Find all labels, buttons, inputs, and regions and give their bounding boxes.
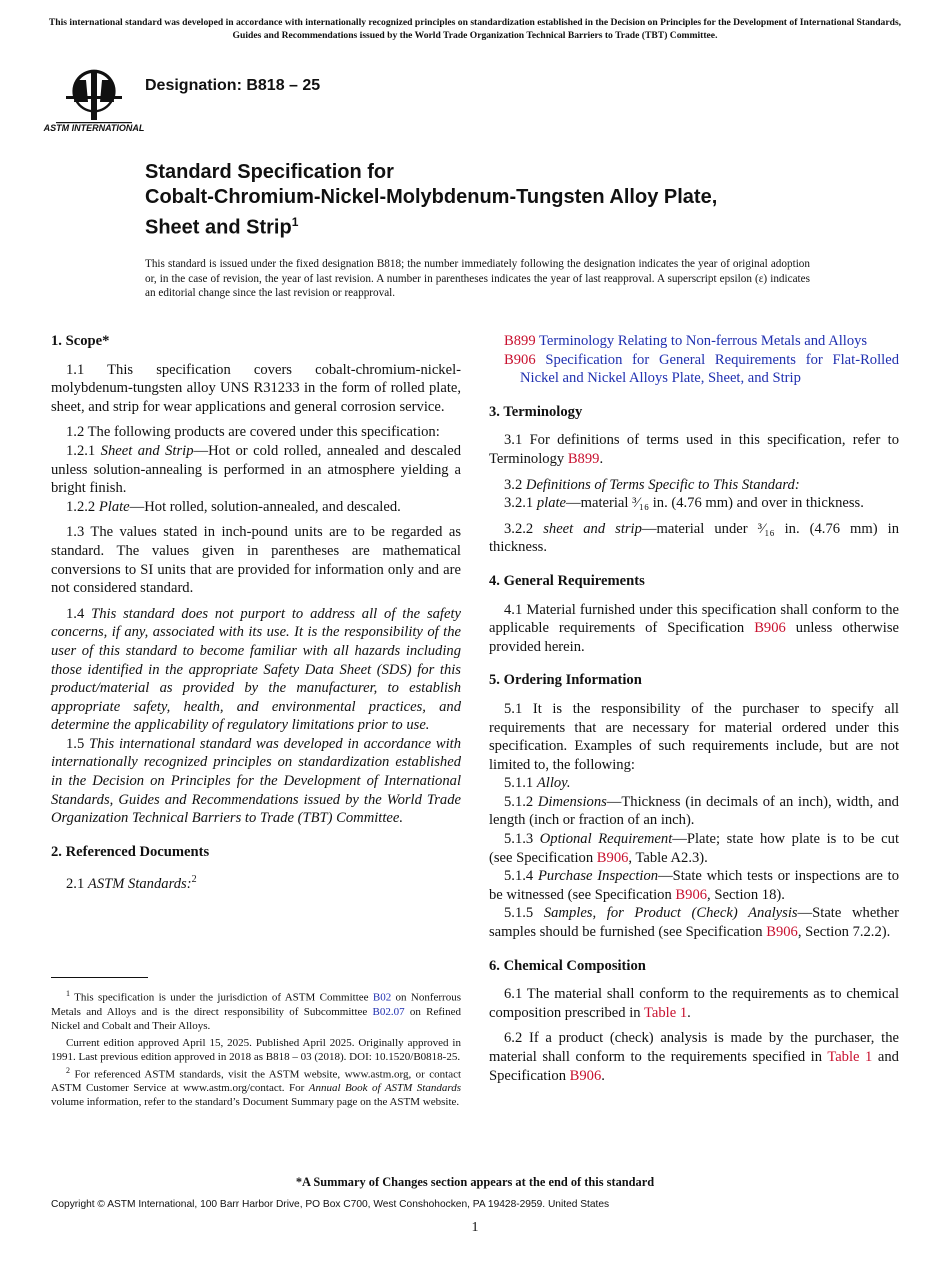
link-table-1[interactable]: Table 1 (827, 1049, 873, 1065)
link-b906[interactable]: B906 (596, 849, 629, 866)
para-6-1: 6.1 The material shall conform to the requirements as to chemical composition prescribed in Table 1. (489, 986, 899, 1021)
para-1-5: 1.5 This international standard was developed in accordance with internationally recognized principles on standardization established in the Decision on Principles for the Development of International Standards, Guides and Recommendations issued by the World Trade Organization Technical Barriers to Trade (TBT) Committee. (51, 735, 462, 827)
footnotes (51, 987, 461, 1109)
link-b906[interactable]: B906 (569, 1067, 602, 1084)
title-line-2: Cobalt-Chromium-Nickel-Molybdenum-Tungsten Alloy Plate, (145, 186, 718, 208)
footnote-1-edition: Current edition approved April 15, 2025. Published April 2025. Originally approved in 1991. Last previous edition approved in 2018 as B818 – 03 (2018). DOI: 10.1520/B0818-25. (51, 1036, 461, 1063)
link-b02[interactable]: B02 (372, 991, 392, 1004)
ref-code-b906[interactable]: B906 (504, 351, 536, 368)
document-title (145, 160, 845, 241)
link-b906[interactable]: B906 (766, 924, 798, 941)
footnote-2-ref[interactable]: 2 (191, 874, 197, 886)
title-line-1: Standard Specification for (145, 161, 394, 183)
para-1-1: 1.1 This specification covers cobalt-chromium-nickel-molybdenum-tungsten alloy UNS R31233 in the form of rolled plate, sheet, and strip for wear applications and general corrosion service. (51, 361, 461, 415)
link-b906[interactable]: B906 (675, 886, 708, 903)
page-number: 1 (471, 1220, 479, 1235)
section-4-heading: 4. General Requirements (489, 572, 645, 589)
footnote-rule (51, 977, 148, 978)
left-column (51, 332, 461, 894)
link-table-1[interactable]: Table 1 (643, 1004, 688, 1021)
title-footnote-ref[interactable]: 1 (291, 215, 299, 229)
para-3-2-2: 3.2.2 sheet and strip—material under ³⁄₁₆ in. (4.76 mm) in thickness. (489, 520, 899, 556)
ref-code-b899[interactable]: B899 (504, 333, 536, 349)
link-b906[interactable]: B906 (754, 620, 786, 637)
summary-of-changes-note: *A Summary of Changes section appears at the end of this standard (295, 1175, 655, 1189)
section-2-heading: 2. Referenced Documents (51, 843, 210, 860)
issuance-statement: This standard is issued under the fixed designation B818; the number immediately following the designation indicates the year of original adoption or, in the case of revision, the year of last revision. A number in parentheses indicates the year of last reapproval. A superscript epsilon (ε) indicates an editorial change since the last revision or reapproval. (145, 258, 810, 300)
para-1-2-1: 1.2.1 Sheet and Strip—Hot or cold rolled, annealed and descaled unless solution-annealing is performed in an atmosphere yielding a bright finish. (51, 442, 461, 497)
ref-b899[interactable]: B899 Terminology Relating to Non-ferrous Metals and Alloys (504, 333, 868, 349)
copyright: Copyright © ASTM International, 100 Barr Harbor Drive, PO Box C700, West Conshohocken, PA 19428-2959. United States (51, 1199, 610, 1210)
para-5-1: 5.1 It is the responsibility of the purchaser to specify all requirements that are necessary for material ordered under this specification. Examples of such requirements include, but are not limited to, the following: (489, 700, 899, 773)
right-column (489, 332, 899, 1085)
ref-b906[interactable]: B906 Specification for General Requirements for Flat-Rolled Nickel and Nickel Alloys Plate, Sheet, and Strip (504, 351, 899, 387)
logo-wordmark: ASTM INTERNATIONAL (43, 123, 145, 133)
para-1-4: 1.4 This standard does not purport to address all of the safety concerns, if any, associated with its use. It is the responsibility of the user of this standard to become familiar with all hazards including those identified in the appropriate Safety Data Sheet (SDS) for this product/material as provided by the manufacturer, to establish appropriate safety, health, and environmental practices, and determine the applicability of regulatory limitations prior to use. (51, 605, 461, 734)
para-1-2: 1.2 The following products are covered under this specification: (66, 424, 440, 441)
para-1-3: 1.3 The values stated in inch-pound units are to be regarded as standard. The values given in parentheses are mathematical conversions to SI units that are provided for information only and are not considered standard. (51, 524, 461, 597)
para-1-2-2: 1.2.2 Plate—Hot rolled, solution-annealed, and descaled. (66, 498, 401, 515)
top-notice: This international standard was developed in accordance with internationally recognized principles on standardization established in the Decision on Principles for the Development of International Standards, Guides and Recommendations issued by the World Trade Organization Technical Barriers to Trade (TBT) Committee. (48, 17, 902, 41)
para-5-1-3: 5.1.3 Optional Requirement—Plate; state how plate is to be cut (see Specification B906, Table A2.3). (489, 831, 899, 866)
para-4-1: 4.1 Material furnished under this specification shall conform to the applicable requirements of Specification B906 unless otherwise provided herein. (489, 601, 899, 655)
para-3-1: 3.1 For definitions of terms used in this specification, refer to Terminology B899. (489, 432, 899, 467)
section-3-heading: 3. Terminology (489, 403, 583, 420)
astm-logo (43, 56, 145, 133)
link-b02-07[interactable]: B02.07 (372, 1005, 405, 1018)
para-3-2-1: 3.2.1 plate—material ³⁄₁₆ in. (4.76 mm) and over in thickness. (504, 495, 864, 512)
footnote-2: $^2$ For referenced ASTM standards, visit the ASTM website, www.astm.org, or contact ASTM Customer Service at www.astm.org/contact. For Annual Book of ASTM Standards volume information, refer to the standard’s Document Summary page on the ASTM website. (51, 1065, 462, 1109)
para-2-1: 2.1 ASTM Standards:$^2$ (66, 874, 197, 893)
link-b899[interactable]: B899 (567, 450, 600, 467)
section-1-heading: 1. Scope* (51, 333, 110, 349)
para-5-1-2: 5.1.2 Dimensions—Thickness (in decimals of an inch), width, and length (inch or fraction of an inch). (489, 793, 899, 829)
para-3-2: 3.2 Definitions of Terms Specific to This Standard: (504, 476, 800, 493)
title-line-3 (145, 210, 845, 241)
designation: Designation: B818 – 25 (145, 77, 321, 94)
para-5-1-4: 5.1.4 Purchase Inspection—State which tests or inspections are to be witnessed (see Specification B906, Section 18). (489, 868, 899, 903)
para-5-1-1: 5.1.1 Alloy. (504, 775, 571, 792)
footnote-1: $^1$ This specification is under the jurisdiction of ASTM Committee B02 on Nonferrous Metals and Alloys and is the direct responsibility of Subcommittee B02.07 on Refined Nickel and Cobalt and Their Alloys. (51, 989, 461, 1032)
section-6-heading: 6. Chemical Composition (489, 957, 646, 974)
para-5-1-5: 5.1.5 Samples, for Product (Check) Analysis—State whether samples should be furnished (see Specification B906, Section 7.2.2). (489, 905, 899, 941)
title-line-3-text: Sheet and Strip (145, 216, 292, 239)
section-5-heading: 5. Ordering Information (489, 672, 642, 689)
para-6-2: 6.2 If a product (check) analysis is made by the purchaser, the material shall conform to the requirements specified in Table 1 and Specification B906. (489, 1030, 899, 1084)
